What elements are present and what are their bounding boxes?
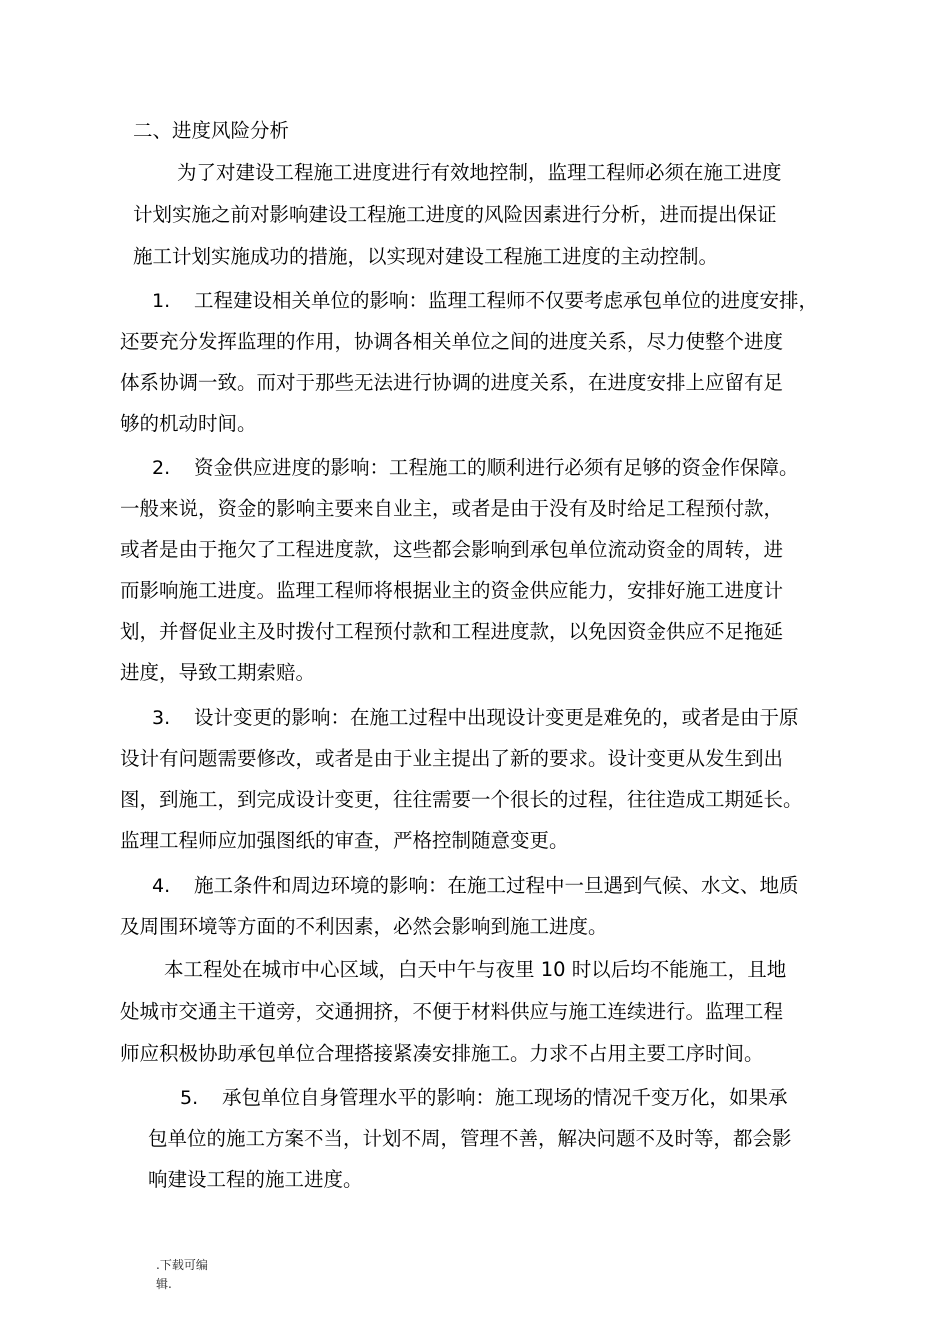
text-line: 设计有问题需要修改，或者是由于业主提出了新的要求。设计变更从发生到出 bbox=[120, 747, 784, 770]
text-line: 进度，导致工期索赔。 bbox=[120, 661, 316, 684]
text-line: 一般来说，资金的影响主要来自业主，或者是由于没有及时给足工程预付款， bbox=[120, 497, 784, 520]
text-line: 为了对建设工程施工进度进行有效地控制，监理工程师必须在施工进度 bbox=[177, 161, 782, 184]
text-line: 处城市交通主干道旁，交通拥挤，不便于材料供应与施工连续进行。监理工程 bbox=[120, 1000, 784, 1023]
text-line: 而影响施工进度。监理工程师将根据业主的资金供应能力，安排好施工进度计 bbox=[120, 579, 784, 602]
text-line: 施工条件和周边环境的影响：在施工过程中一旦遇到气候、水文、地质 bbox=[194, 874, 799, 897]
text-line: 及周围环境等方面的不利因素，必然会影响到施工进度。 bbox=[120, 915, 608, 938]
footer-line: 辑. bbox=[156, 1277, 172, 1291]
text-line: 划，并督促业主及时拨付工程预付款和工程进度款，以免因资金供应不足拖延 bbox=[120, 620, 784, 643]
text-line: 图，到施工，到完成设计变更，往往需要一个很长的过程，往往造成工期延长。 bbox=[120, 788, 803, 811]
text-line: 承包单位自身管理水平的影响：施工现场的情况千变万化，如果承 bbox=[222, 1086, 788, 1109]
item-number: 1. bbox=[152, 290, 171, 312]
section-heading: 二、进度风险分析 bbox=[133, 119, 290, 142]
text-line: 包单位的施工方案不当，计划不周，管理不善，解决问题不及时等，都会影 bbox=[148, 1127, 792, 1150]
text-line: 设计变更的影响：在施工过程中出现设计变更是难免的，或者是由于原 bbox=[194, 706, 799, 729]
item-number: 2. bbox=[152, 457, 171, 479]
text-line: 工程建设相关单位的影响：监理工程师不仅要考虑承包单位的进度安排， bbox=[194, 289, 819, 312]
item-number: 3. bbox=[152, 707, 171, 729]
item-number: 4. bbox=[152, 875, 171, 897]
item-number: 5. bbox=[180, 1087, 199, 1109]
text-line: 监理工程师应加强图纸的审查，严格控制随意变更。 bbox=[120, 829, 569, 852]
text-line: 施工计划实施成功的措施，以实现对建设工程施工进度的主动控制。 bbox=[133, 245, 719, 268]
text-line: 还要充分发挥监理的作用，协调各相关单位之间的进度关系，尽力使整个进度 bbox=[120, 330, 784, 353]
text-line: 响建设工程的施工进度。 bbox=[148, 1168, 363, 1191]
text-line: 资金供应进度的影响：工程施工的顺利进行必须有足够的资金作保障。 bbox=[194, 456, 799, 479]
text-line: 体系协调一致。而对于那些无法进行协调的进度关系，在进度安排上应留有足 bbox=[120, 371, 784, 394]
text-line: 本工程处在城市中心区域，白天中午与夜里 10 时以后均不能施工，且地 bbox=[164, 958, 787, 981]
text-line: 或者是由于拖欠了工程进度款，这些都会影响到承包单位流动资金的周转，进 bbox=[120, 538, 784, 561]
text-line: 够的机动时间。 bbox=[120, 412, 257, 435]
text-line: 计划实施之前对影响建设工程施工进度的风险因素进行分析，进而提出保证 bbox=[133, 203, 777, 226]
footer-line: .下载可编 bbox=[156, 1258, 208, 1272]
text-line: 师应积极协助承包单位合理搭接紧凑安排施工。力求不占用主要工序时间。 bbox=[120, 1042, 764, 1065]
